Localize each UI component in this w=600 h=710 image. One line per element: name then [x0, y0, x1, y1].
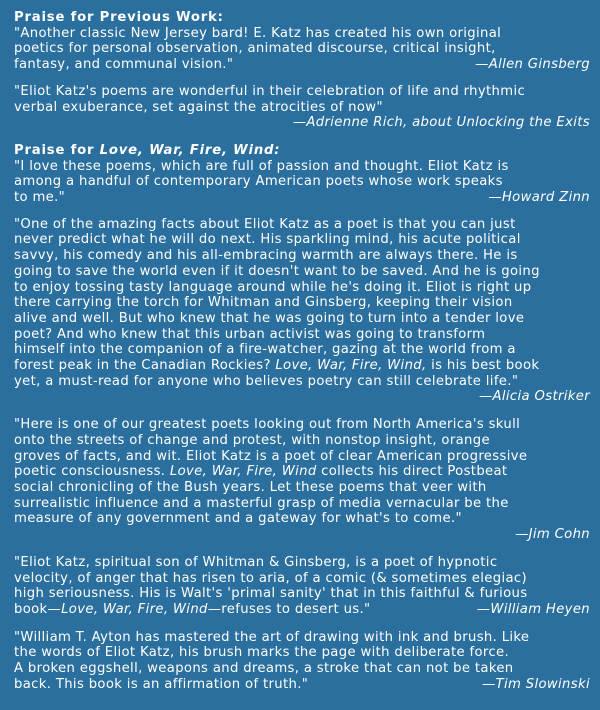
book-title: Love, War, Fire, Wind: [61, 601, 208, 617]
quote-line: "One of the amazing facts about Eliot Katz as a poet is that you can just: [14, 216, 516, 232]
section-heading-previous-work: Praise for Previous Work:: [14, 10, 224, 25]
attribution-rich: —Adrienne Rich, about Unlocking the Exits: [292, 115, 590, 131]
attribution-heyen: —William Heyen: [476, 601, 590, 617]
book-title: Love, War, Fire, Wind: [169, 464, 317, 480]
quote-line: among a handful of contemporary American poets whose work speaks: [14, 174, 503, 190]
quote-rich: [14, 84, 590, 131]
quote-line: yet, a must-read for anyone who believes poetry can still celebrate life.": [14, 373, 519, 389]
heading-prefix: Praise for: [14, 142, 100, 158]
quote-line: savvy, his comedy and his all-embracing warmth are always there. He is: [14, 248, 518, 264]
quote-line: "Eliot Katz's poems are wonderful in their celebration of life and rhythmic: [14, 83, 526, 99]
quote-line: there carrying the torch for Whitman and Ginsberg, keeping their vision: [14, 295, 513, 311]
quote-line: [14, 602, 370, 617]
quote-line: "William T. Ayton has mastered the art of drawing with ink and brush. Like: [14, 629, 530, 645]
quote-line: to enjoy tossing tasty language around while he's doing it. Eliot is right up: [14, 279, 532, 295]
quote-line: going to save the world even if it doesn't want to be saved. And he is going: [14, 263, 540, 279]
quote-zinn: [14, 159, 590, 206]
book-title: Love, War, Fire, Wind,: [275, 358, 427, 374]
quote-line: fantasy, and communal vision.": [14, 57, 234, 73]
quote-cohn: [14, 417, 590, 543]
quote-text: collects his direct Postbeat: [316, 464, 508, 480]
attribution-ginsberg: —Allen Ginsberg: [475, 57, 590, 73]
quote-line: groves of facts, and wit. Eliot Katz is a poet of clear American progressive: [14, 448, 528, 464]
attribution-ostriker: —Alicia Ostriker: [478, 389, 590, 405]
quote-line: verbal exuberance, set against the atrocities of now": [14, 99, 383, 115]
quote-line: [14, 464, 590, 480]
quote-line: surrealistic influence and a masterful grasp of media vernacular be the: [14, 495, 509, 511]
quote-line: never predict what he will do next. His sparkling mind, his acute political: [14, 232, 521, 248]
quote-line: [14, 358, 590, 374]
attribution-slowinski: —Tim Slowinski: [482, 676, 590, 692]
quote-line: velocity, of anger that has risen to aria, of a comic (& sometimes elegiac): [14, 570, 527, 586]
quote-text: —refuses to desert us.": [207, 601, 371, 617]
quote-line: A broken eggshell, weapons and dreams, a stroke that can not be taken: [14, 661, 514, 677]
quote-line: "Eliot Katz, spiritual son of Whitman & Ginsberg, is a poet of hypnotic: [14, 554, 498, 570]
quote-line: the words of Eliot Katz, his brush marks the page with deliberate force.: [14, 645, 509, 661]
quote-line: to me.": [14, 190, 66, 206]
quote-line: "I love these poems, which are full of passion and thought. Eliot Katz is: [14, 158, 509, 174]
quote-line: poetics for personal observation, animated discourse, critical insight,: [14, 41, 496, 57]
attribution-cohn: —Jim Cohn: [515, 527, 590, 543]
quote-slowinski: [14, 630, 590, 693]
quote-line: onto the streets of change and protest, with nonstop insight, orange: [14, 432, 490, 448]
attribution-zinn: —Howard Zinn: [488, 190, 590, 206]
quote-line: back. This book is an affirmation of truth.": [14, 676, 309, 692]
quote-text: is his best book: [426, 358, 540, 374]
quote-text: poetic consciousness.: [14, 464, 170, 480]
quote-line: alive and well. But who knew that he was going to turn into a tender love: [14, 310, 525, 326]
quote-line: "Here is one of our greatest poets looking out from North America's skull: [14, 417, 521, 433]
section-heading-love-war-fire-wind: [14, 143, 590, 159]
quote-heyen: [14, 555, 590, 618]
quote-text: book—: [14, 601, 62, 617]
quote-line: social chronicling of the Bush years. Let these poems that veer with: [14, 479, 487, 495]
quote-line: poet? And who knew that this urban activist was going to transform: [14, 326, 486, 342]
quote-ginsberg: [14, 26, 590, 73]
quote-line: measure of any government and a gateway for what's to come.": [14, 511, 462, 527]
quote-line: "Another classic New Jersey bard! E. Katz has created his own original: [14, 25, 502, 41]
quote-line: high seriousness. His is Walt's 'primal sanity' that in this faithful & furious: [14, 586, 528, 602]
quote-text: forest peak in the Canadian Rockies?: [14, 358, 276, 374]
book-title: Love, War, Fire, Wind:: [99, 142, 281, 158]
quote-line: himself into the companion of a fire-watcher, gazing at the world from a: [14, 342, 516, 358]
quote-ostriker: [14, 217, 590, 405]
